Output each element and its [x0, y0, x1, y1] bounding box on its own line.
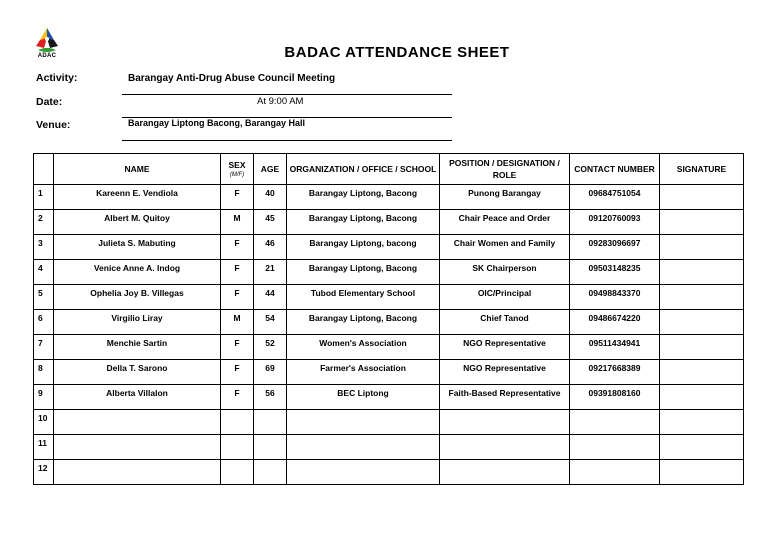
row-sex — [221, 460, 254, 485]
row-num: 12 — [34, 460, 54, 485]
row-age: 21 — [254, 260, 287, 285]
header-signature: SIGNATURE — [660, 154, 744, 185]
row-num: 6 — [34, 310, 54, 335]
row-contact: 09684751054 — [570, 185, 660, 210]
attendance-table — [33, 153, 744, 485]
table-row — [34, 360, 744, 385]
row-age: 69 — [254, 360, 287, 385]
row-org: Farmer's Association — [287, 360, 440, 385]
row-signature — [660, 235, 744, 260]
row-contact: 09217668389 — [570, 360, 660, 385]
row-signature — [660, 360, 744, 385]
row-name — [54, 410, 221, 435]
header-sex-label: SEX — [228, 160, 246, 170]
row-name: Virgilio Liray — [54, 310, 221, 335]
header-contact: CONTACT NUMBER — [570, 154, 660, 185]
row-age: 45 — [254, 210, 287, 235]
row-num: 4 — [34, 260, 54, 285]
row-contact: 09391808160 — [570, 385, 660, 410]
date-top-line — [122, 94, 452, 95]
row-sex: F — [221, 335, 254, 360]
row-age: 52 — [254, 335, 287, 360]
row-contact — [570, 410, 660, 435]
row-sex — [221, 435, 254, 460]
row-name — [54, 435, 221, 460]
row-org: Tubod Elementary School — [287, 285, 440, 310]
row-position — [440, 410, 570, 435]
row-name: Kareenn E. Vendiola — [54, 185, 221, 210]
row-contact: 09120760093 — [570, 210, 660, 235]
row-age — [254, 435, 287, 460]
row-signature — [660, 260, 744, 285]
row-org — [287, 435, 440, 460]
table-row — [34, 460, 744, 485]
row-sex: F — [221, 185, 254, 210]
row-position: Chair Women and Family — [440, 235, 570, 260]
venue-value: Barangay Liptong Bacong, Barangay Hall — [128, 118, 306, 128]
row-age: 46 — [254, 235, 287, 260]
row-contact: 09511434941 — [570, 335, 660, 360]
row-contact: 09498843370 — [570, 285, 660, 310]
table-row — [34, 435, 744, 460]
header-sex — [221, 154, 254, 185]
row-position: OIC/Principal — [440, 285, 570, 310]
activity-value: Barangay Anti-Drug Abuse Council Meeting — [128, 73, 336, 84]
logo-text: ADAC — [37, 53, 57, 59]
venue-bottom-line — [122, 140, 452, 141]
row-name — [54, 460, 221, 485]
table-row — [34, 385, 744, 410]
row-org — [287, 410, 440, 435]
table-row — [34, 410, 744, 435]
row-signature — [660, 310, 744, 335]
row-age: 44 — [254, 285, 287, 310]
row-org: Barangay Liptong, Bacong — [287, 260, 440, 285]
row-signature — [660, 285, 744, 310]
row-sex: M — [221, 210, 254, 235]
row-name: Menchie Sartin — [54, 335, 221, 360]
row-contact: 09283096697 — [570, 235, 660, 260]
header-num — [34, 154, 54, 185]
row-num: 5 — [34, 285, 54, 310]
row-num: 3 — [34, 235, 54, 260]
row-sex: F — [221, 360, 254, 385]
row-org: BEC Liptong — [287, 385, 440, 410]
row-position: Chair Peace and Order — [440, 210, 570, 235]
row-sex: F — [221, 385, 254, 410]
row-num: 11 — [34, 435, 54, 460]
row-age: 40 — [254, 185, 287, 210]
table-row — [34, 260, 744, 285]
table-row — [34, 235, 744, 260]
row-signature — [660, 210, 744, 235]
row-name: Julieta S. Mabuting — [54, 235, 221, 260]
row-position: NGO Representative — [440, 335, 570, 360]
row-org: Barangay Liptong, Bacong — [287, 185, 440, 210]
activity-label: Activity: — [36, 72, 78, 84]
date-value: At 9:00 AM — [257, 96, 304, 107]
row-contact: 09486674220 — [570, 310, 660, 335]
row-age — [254, 460, 287, 485]
row-org — [287, 460, 440, 485]
venue-label: Venue: — [36, 119, 71, 131]
row-org: Barangay Liptong, bacong — [287, 235, 440, 260]
row-position — [440, 435, 570, 460]
row-name: Ophelia Joy B. Villegas — [54, 285, 221, 310]
header-org: ORGANIZATION / OFFICE / SCHOOL — [287, 154, 440, 185]
header-position: POSITION / DESIGNATION / ROLE — [440, 154, 570, 185]
row-org: Women's Association — [287, 335, 440, 360]
table-row — [34, 210, 744, 235]
row-age — [254, 410, 287, 435]
table-row — [34, 310, 744, 335]
row-age: 56 — [254, 385, 287, 410]
row-position: Punong Barangay — [440, 185, 570, 210]
row-sex: F — [221, 260, 254, 285]
row-position — [440, 460, 570, 485]
row-sex — [221, 410, 254, 435]
row-name: Alberta Villalon — [54, 385, 221, 410]
row-name: Albert M. Quitoy — [54, 210, 221, 235]
row-name: Della T. Sarono — [54, 360, 221, 385]
row-num: 1 — [34, 185, 54, 210]
row-contact — [570, 435, 660, 460]
row-num: 2 — [34, 210, 54, 235]
row-age: 54 — [254, 310, 287, 335]
row-num: 7 — [34, 335, 54, 360]
header-sex-sub: (M/F) — [229, 172, 245, 178]
row-contact — [570, 460, 660, 485]
row-position: Faith-Based Representative — [440, 385, 570, 410]
table-header-row — [34, 154, 744, 185]
header-age: AGE — [254, 154, 287, 185]
row-signature — [660, 410, 744, 435]
page-title: BADAC ATTENDANCE SHEET — [284, 44, 510, 61]
row-signature — [660, 335, 744, 360]
row-org: Barangay Liptong, Bacong — [287, 310, 440, 335]
row-sex: F — [221, 285, 254, 310]
table-row — [34, 185, 744, 210]
header-name: NAME — [54, 154, 221, 185]
row-signature — [660, 460, 744, 485]
row-num: 10 — [34, 410, 54, 435]
row-contact: 09503148235 — [570, 260, 660, 285]
row-num: 8 — [34, 360, 54, 385]
date-label: Date: — [36, 96, 63, 108]
row-num: 9 — [34, 385, 54, 410]
row-signature — [660, 435, 744, 460]
row-position: Chief Tanod — [440, 310, 570, 335]
row-position: NGO Representative — [440, 360, 570, 385]
row-name: Venice Anne A. Indog — [54, 260, 221, 285]
row-signature — [660, 185, 744, 210]
row-position: SK Chairperson — [440, 260, 570, 285]
row-org: Barangay Liptong, Bacong — [287, 210, 440, 235]
table-row — [34, 335, 744, 360]
table-row — [34, 285, 744, 310]
row-sex: M — [221, 310, 254, 335]
row-signature — [660, 385, 744, 410]
row-sex: F — [221, 235, 254, 260]
